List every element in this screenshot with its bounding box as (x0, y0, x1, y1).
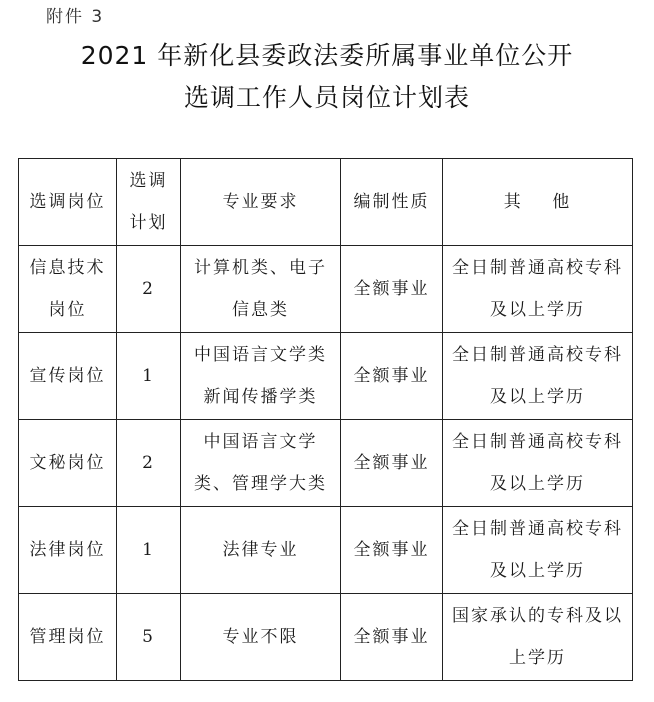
table-row (19, 594, 633, 681)
document-title-line-1: 2021 年新化县委政法委所属事业单位公开 (80, 41, 574, 70)
post-cell: 宣传岗位 (19, 333, 117, 420)
annex-label: 附件 3 (46, 7, 105, 27)
post-cell: 法律岗位 (19, 507, 117, 594)
plan-cell: 2 (117, 420, 181, 507)
table-row (19, 420, 633, 507)
document-title-line-2: 选调工作人员岗位计划表 (183, 83, 470, 112)
other-cell: 国家承认的专科及以上学历 (443, 594, 633, 681)
post-cell: 管理岗位 (19, 594, 117, 681)
nature-cell: 全额事业 (341, 246, 443, 333)
other-cell: 全日制普通高校专科及以上学历 (443, 333, 633, 420)
header-cell-other: 其 他 (443, 159, 633, 246)
post-cell: 信息技术岗位 (19, 246, 117, 333)
nature-cell: 全额事业 (341, 333, 443, 420)
position-plan-table (18, 158, 633, 681)
other-cell: 全日制普通高校专科及以上学历 (443, 246, 633, 333)
post-cell: 文秘岗位 (19, 420, 117, 507)
major-cell: 计算机类、电子信息类 (181, 246, 341, 333)
major-cell: 专业不限 (181, 594, 341, 681)
major-cell: 法律专业 (181, 507, 341, 594)
table-row (19, 246, 633, 333)
nature-cell: 全额事业 (341, 420, 443, 507)
table-header-row (19, 159, 633, 246)
plan-cell: 1 (117, 507, 181, 594)
table-row (19, 507, 633, 594)
header-cell-major: 专业要求 (181, 159, 341, 246)
header-cell-nature: 编制性质 (341, 159, 443, 246)
other-cell: 全日制普通高校专科及以上学历 (443, 507, 633, 594)
major-cell: 中国语言文学类新闻传播学类 (181, 333, 341, 420)
plan-cell: 5 (117, 594, 181, 681)
header-cell-post: 选调岗位 (19, 159, 117, 246)
nature-cell: 全额事业 (341, 594, 443, 681)
other-cell: 全日制普通高校专科及以上学历 (443, 420, 633, 507)
plan-cell: 2 (117, 246, 181, 333)
table-row (19, 333, 633, 420)
plan-cell: 1 (117, 333, 181, 420)
nature-cell: 全额事业 (341, 507, 443, 594)
header-cell-plan: 选调计划 (117, 159, 181, 246)
major-cell: 中国语言文学类、管理学大类 (181, 420, 341, 507)
